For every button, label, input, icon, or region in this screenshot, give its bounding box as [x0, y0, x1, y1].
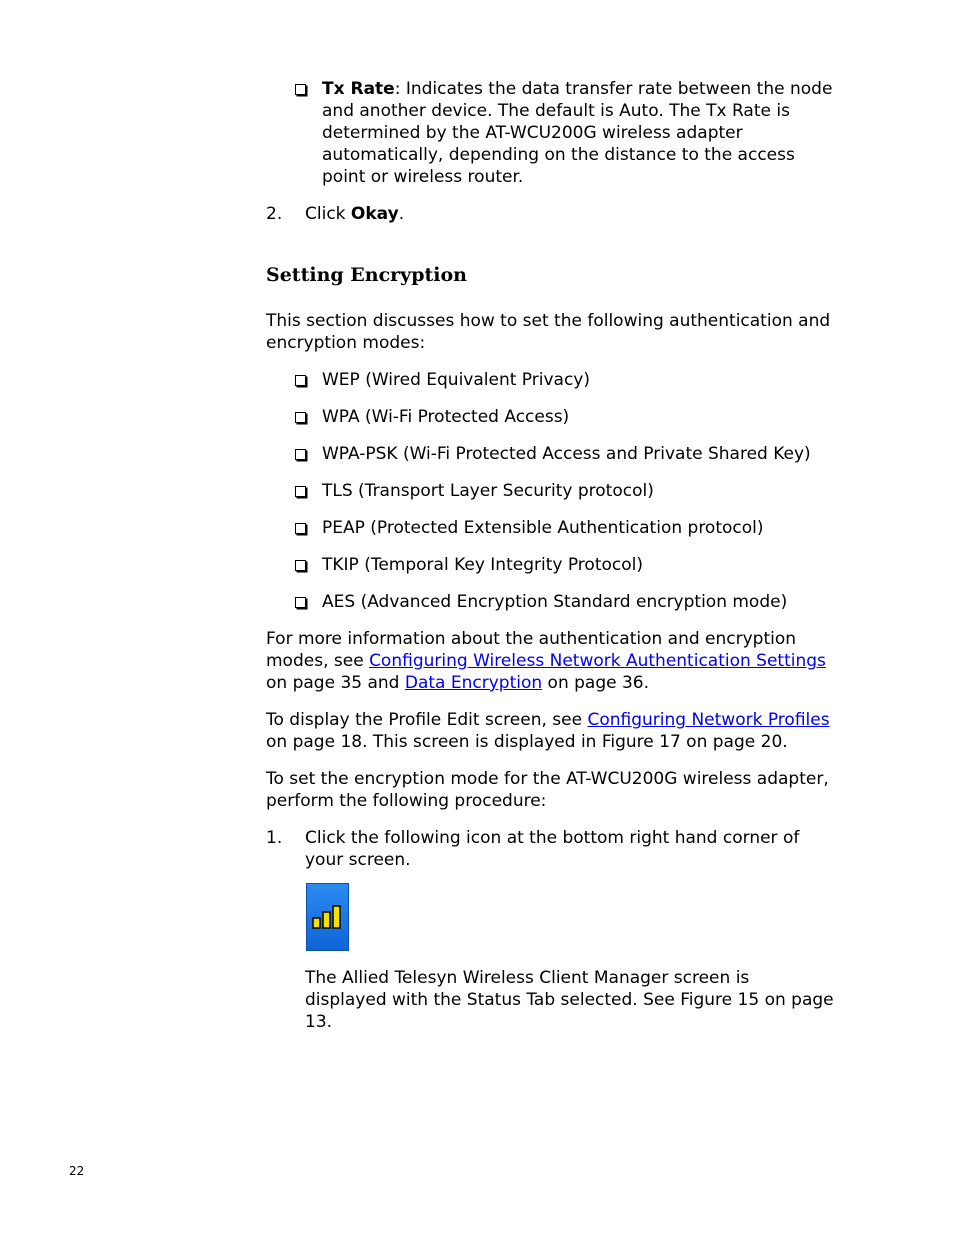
checkbox-bullet-icon: [295, 449, 306, 460]
checkbox-bullet-icon: [295, 412, 306, 423]
modes-list: [266, 369, 836, 613]
list-item: TKIP (Temporal Key Integrity Protocol): [266, 554, 836, 576]
result-paragraph: The Allied Telesyn Wireless Client Manager screen is displayed with the Status Tab selected. See Figure 15 on page 13.: [305, 968, 834, 1032]
list-item: WPA-PSK (Wi-Fi Protected Access and Private Shared Key): [266, 443, 836, 465]
checkbox-bullet-icon: [295, 523, 306, 534]
tx-rate-term: Tx Rate: [322, 79, 395, 99]
step-1: 1. Click the following icon at the bottom right hand corner of your screen.: [266, 828, 800, 870]
list-item: PEAP (Protected Extensible Authentication protocol): [266, 517, 836, 539]
icon-figure: [306, 883, 836, 951]
checkbox-bullet-icon: [295, 486, 306, 497]
step-number: 1.: [266, 828, 283, 848]
step-number: 2.: [266, 204, 283, 224]
checkbox-bullet-icon: [295, 84, 306, 95]
list-item-tx-rate: [266, 78, 836, 188]
section-heading: Setting Encryption: [266, 264, 467, 286]
checkbox-bullet-icon: [295, 375, 306, 386]
link-authentication-settings[interactable]: Configuring Wireless Network Authentication Settings: [369, 651, 826, 671]
page-number: 22: [69, 1164, 85, 1178]
intro-paragraph: This section discusses how to set the following authentication and encryption modes:: [266, 311, 831, 353]
signal-strength-icon[interactable]: [306, 883, 349, 951]
signal-bars-icon: [311, 904, 344, 930]
profile-paragraph: To display the Profile Edit screen, see Configuring Network Profiles on page 18. This screen is displayed in Figure 17 on page 20.: [266, 710, 830, 752]
more-info-paragraph: For more information about the authentication and encryption modes, see Configuring Wireless Network Authentication Settings on page 35 and Data Encryption on page 36.: [266, 629, 826, 693]
okay-label: Okay: [350, 204, 399, 224]
list-item: TLS (Transport Layer Security protocol): [266, 480, 836, 502]
list-item: WPA (Wi-Fi Protected Access): [266, 406, 836, 428]
link-network-profiles[interactable]: Configuring Network Profiles: [587, 710, 830, 730]
list-item: AES (Advanced Encryption Standard encryption mode): [266, 591, 836, 613]
step-2: 2. Click Okay.: [266, 204, 405, 224]
list-item: WEP (Wired Equivalent Privacy): [266, 369, 836, 391]
checkbox-bullet-icon: [295, 597, 306, 608]
link-data-encryption[interactable]: Data Encryption: [404, 673, 543, 693]
tx-rate-description: : Indicates the data transfer rate between the node and another device. The default is Auto. The Tx Rate is determined by the AT-WCU200G wireless adapter automatically, depending on the distance to the access point or wireless router.: [322, 79, 833, 187]
checkbox-bullet-icon: [295, 560, 306, 571]
document-body: [266, 78, 836, 1033]
procedure-intro: To set the encryption mode for the AT-WCU200G wireless adapter, perform the following procedure:: [266, 769, 829, 811]
